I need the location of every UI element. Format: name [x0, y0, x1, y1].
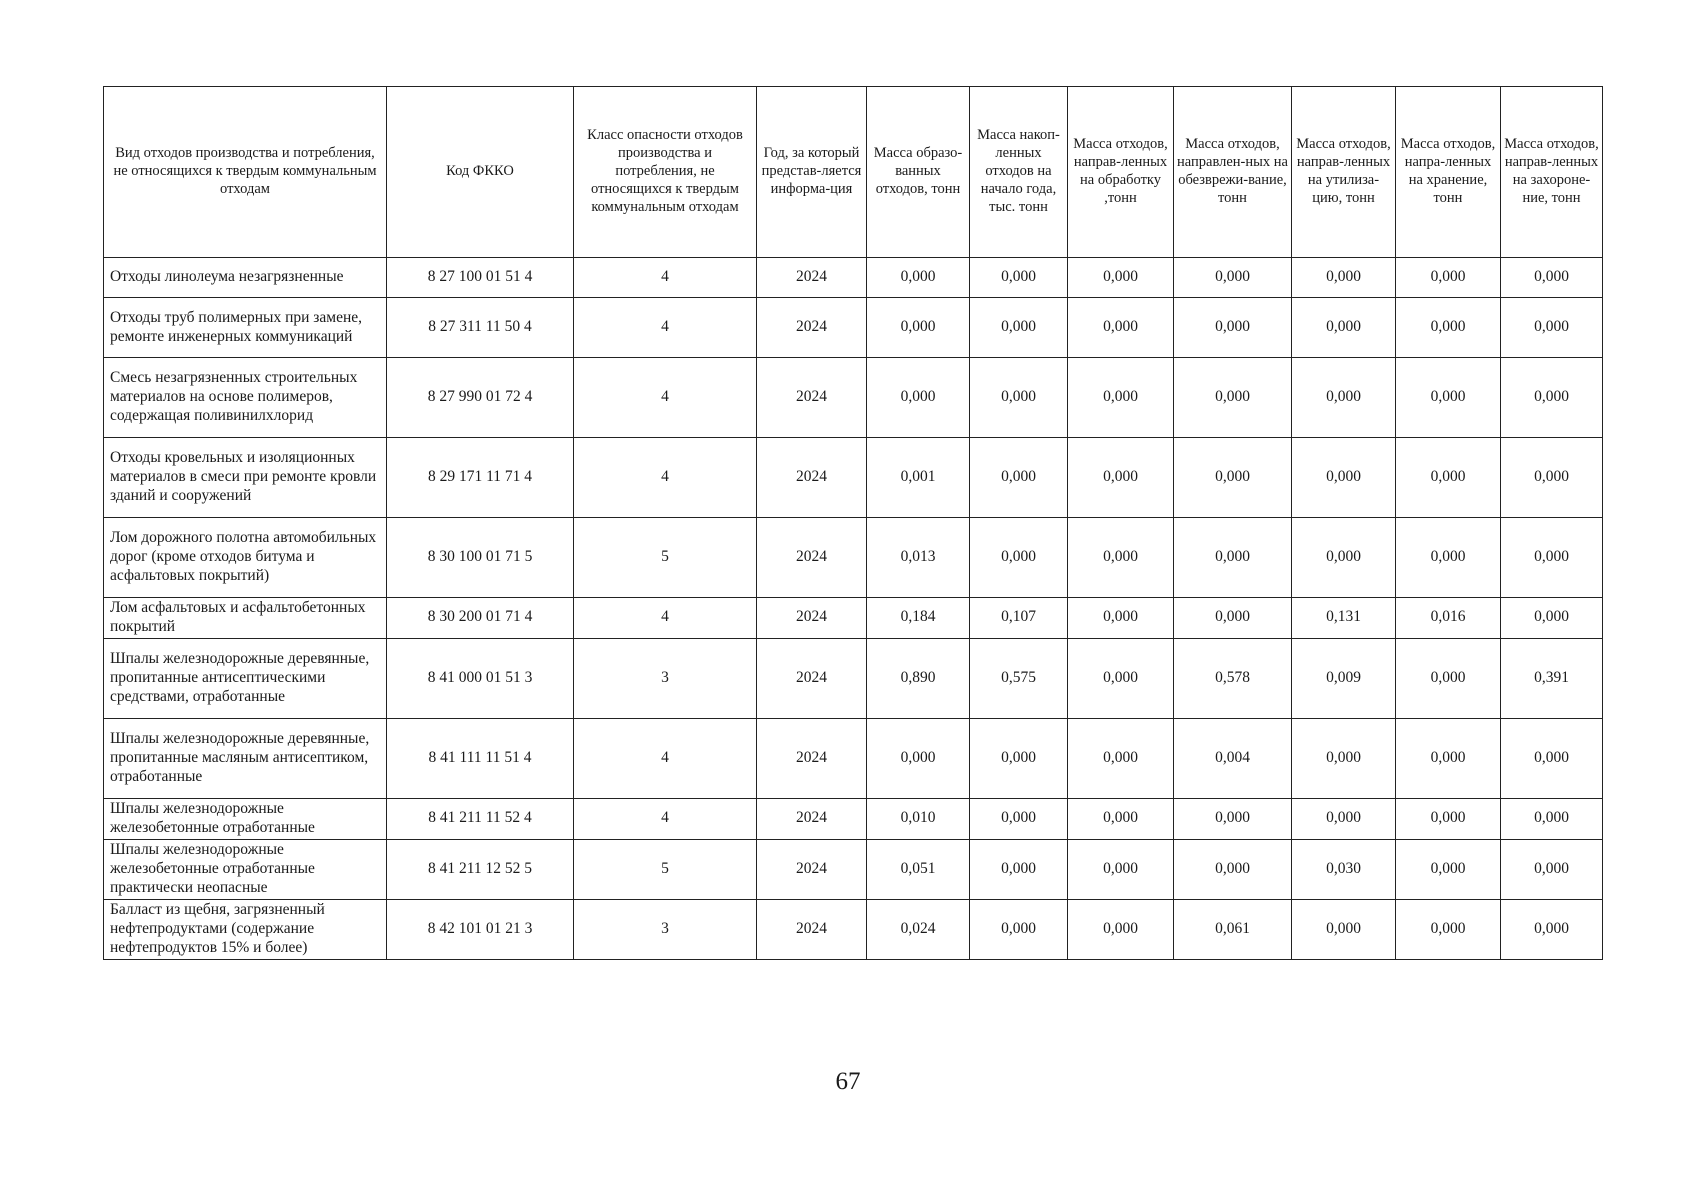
mass-generated-cell: 0,000 — [867, 298, 970, 358]
mass-storage-cell: 0,000 — [1396, 258, 1501, 298]
mass-disposal-cell: 0,000 — [1501, 839, 1603, 899]
mass-neutralization-cell: 0,004 — [1174, 718, 1292, 798]
mass-neutralization-cell: 0,000 — [1174, 358, 1292, 438]
mass-processing-cell: 0,000 — [1068, 518, 1174, 598]
mass-accumulated-cell: 0,107 — [970, 598, 1068, 639]
fkko-code-cell: 8 30 100 01 71 5 — [387, 518, 574, 598]
fkko-code-cell: 8 27 100 01 51 4 — [387, 258, 574, 298]
mass-utilization-cell: 0,000 — [1292, 438, 1396, 518]
mass-accumulated-cell: 0,000 — [970, 438, 1068, 518]
fkko-code-cell: 8 41 211 11 52 4 — [387, 798, 574, 839]
year-cell: 2024 — [757, 798, 867, 839]
header-mass-disposal: Масса отходов, направ-ленных на захороне-ние, тонн — [1501, 87, 1603, 258]
table-row — [104, 258, 1603, 298]
mass-disposal-cell: 0,000 — [1501, 258, 1603, 298]
hazard-class-cell: 4 — [574, 598, 757, 639]
mass-utilization-cell: 0,000 — [1292, 358, 1396, 438]
mass-accumulated-cell: 0,000 — [970, 839, 1068, 899]
hazard-class-cell: 4 — [574, 298, 757, 358]
waste-type-cell: Лом асфальтовых и асфальтобетонных покрытий — [104, 598, 387, 639]
mass-accumulated-cell: 0,000 — [970, 899, 1068, 959]
year-cell: 2024 — [757, 358, 867, 438]
mass-accumulated-cell: 0,000 — [970, 298, 1068, 358]
mass-processing-cell: 0,000 — [1068, 899, 1174, 959]
fkko-code-cell: 8 27 311 11 50 4 — [387, 298, 574, 358]
mass-accumulated-cell: 0,000 — [970, 798, 1068, 839]
year-cell: 2024 — [757, 718, 867, 798]
waste-type-cell: Лом дорожного полотна автомобильных дорог (кроме отходов битума и асфальтовых покрытий) — [104, 518, 387, 598]
mass-utilization-cell: 0,000 — [1292, 298, 1396, 358]
mass-processing-cell: 0,000 — [1068, 598, 1174, 639]
mass-generated-cell: 0,000 — [867, 258, 970, 298]
mass-disposal-cell: 0,391 — [1501, 638, 1603, 718]
mass-utilization-cell: 0,000 — [1292, 718, 1396, 798]
mass-utilization-cell: 0,000 — [1292, 798, 1396, 839]
table-row — [104, 518, 1603, 598]
mass-neutralization-cell: 0,000 — [1174, 598, 1292, 639]
mass-utilization-cell: 0,009 — [1292, 638, 1396, 718]
fkko-code-cell: 8 30 200 01 71 4 — [387, 598, 574, 639]
mass-generated-cell: 0,051 — [867, 839, 970, 899]
mass-accumulated-cell: 0,000 — [970, 718, 1068, 798]
table-row — [104, 358, 1603, 438]
hazard-class-cell: 5 — [574, 518, 757, 598]
hazard-class-cell: 4 — [574, 438, 757, 518]
fkko-code-cell: 8 41 211 12 52 5 — [387, 839, 574, 899]
mass-neutralization-cell: 0,000 — [1174, 518, 1292, 598]
mass-accumulated-cell: 0,000 — [970, 358, 1068, 438]
mass-utilization-cell: 0,000 — [1292, 518, 1396, 598]
table-row — [104, 798, 1603, 839]
fkko-code-cell: 8 27 990 01 72 4 — [387, 358, 574, 438]
mass-generated-cell: 0,000 — [867, 718, 970, 798]
header-mass-accumulated: Масса накоп-ленных отходов на начало года, тыс. тонн — [970, 87, 1068, 258]
year-cell: 2024 — [757, 899, 867, 959]
mass-storage-cell: 0,000 — [1396, 718, 1501, 798]
mass-generated-cell: 0,890 — [867, 638, 970, 718]
mass-neutralization-cell: 0,000 — [1174, 438, 1292, 518]
header-year: Год, за который представ-ляется информа-ция — [757, 87, 867, 258]
mass-neutralization-cell: 0,000 — [1174, 298, 1292, 358]
year-cell: 2024 — [757, 258, 867, 298]
header-mass-neutralization: Масса отходов, направлен-ных на обезврежи-вание, тонн — [1174, 87, 1292, 258]
table-header — [104, 87, 1603, 258]
mass-disposal-cell: 0,000 — [1501, 598, 1603, 639]
waste-type-cell: Смесь незагрязненных строительных материалов на основе полимеров, содержащая поливинилхлорид — [104, 358, 387, 438]
header-hazard-class: Класс опасности отходов производства и потребления, не относящихся к твердым коммунальным отходам — [574, 87, 757, 258]
table-row — [104, 899, 1603, 959]
mass-disposal-cell: 0,000 — [1501, 438, 1603, 518]
mass-processing-cell: 0,000 — [1068, 258, 1174, 298]
mass-storage-cell: 0,000 — [1396, 899, 1501, 959]
hazard-class-cell: 4 — [574, 718, 757, 798]
mass-neutralization-cell: 0,000 — [1174, 798, 1292, 839]
mass-accumulated-cell: 0,000 — [970, 258, 1068, 298]
mass-neutralization-cell: 0,578 — [1174, 638, 1292, 718]
fkko-code-cell: 8 29 171 11 71 4 — [387, 438, 574, 518]
table-row — [104, 438, 1603, 518]
mass-accumulated-cell: 0,000 — [970, 518, 1068, 598]
header-waste-type: Вид отходов производства и потребления, не относящихся к твердым коммунальным отходам — [104, 87, 387, 258]
mass-processing-cell: 0,000 — [1068, 798, 1174, 839]
table-row — [104, 598, 1603, 639]
table-row — [104, 298, 1603, 358]
mass-storage-cell: 0,016 — [1396, 598, 1501, 639]
mass-generated-cell: 0,024 — [867, 899, 970, 959]
mass-disposal-cell: 0,000 — [1501, 358, 1603, 438]
table-row — [104, 638, 1603, 718]
mass-neutralization-cell: 0,000 — [1174, 839, 1292, 899]
mass-neutralization-cell: 0,000 — [1174, 258, 1292, 298]
header-mass-storage: Масса отходов, напра-ленных на хранение, тонн — [1396, 87, 1501, 258]
mass-storage-cell: 0,000 — [1396, 839, 1501, 899]
mass-storage-cell: 0,000 — [1396, 358, 1501, 438]
waste-type-cell: Отходы труб полимерных при замене, ремонте инженерных коммуникаций — [104, 298, 387, 358]
year-cell: 2024 — [757, 298, 867, 358]
mass-utilization-cell: 0,000 — [1292, 258, 1396, 298]
mass-storage-cell: 0,000 — [1396, 298, 1501, 358]
waste-type-cell: Отходы линолеума незагрязненные — [104, 258, 387, 298]
hazard-class-cell: 4 — [574, 358, 757, 438]
waste-type-cell: Шпалы железнодорожные деревянные, пропитанные антисептическими средствами, отработанные — [104, 638, 387, 718]
mass-generated-cell: 0,013 — [867, 518, 970, 598]
waste-type-cell: Балласт из щебня, загрязненный нефтепродуктами (содержание нефтепродуктов 15% и более) — [104, 899, 387, 959]
mass-disposal-cell: 0,000 — [1501, 798, 1603, 839]
mass-storage-cell: 0,000 — [1396, 638, 1501, 718]
year-cell: 2024 — [757, 598, 867, 639]
mass-utilization-cell: 0,000 — [1292, 899, 1396, 959]
mass-disposal-cell: 0,000 — [1501, 899, 1603, 959]
mass-disposal-cell: 0,000 — [1501, 518, 1603, 598]
mass-storage-cell: 0,000 — [1396, 438, 1501, 518]
header-fkko-code: Код ФККО — [387, 87, 574, 258]
header-mass-utilization: Масса отходов, направ-ленных на утилиза-цию, тонн — [1292, 87, 1396, 258]
mass-neutralization-cell: 0,061 — [1174, 899, 1292, 959]
mass-processing-cell: 0,000 — [1068, 638, 1174, 718]
table-row — [104, 718, 1603, 798]
mass-storage-cell: 0,000 — [1396, 518, 1501, 598]
mass-generated-cell: 0,184 — [867, 598, 970, 639]
waste-type-cell: Шпалы железнодорожные деревянные, пропитанные масляным антисептиком, отработанные — [104, 718, 387, 798]
waste-type-cell: Шпалы железнодорожные железобетонные отработанные — [104, 798, 387, 839]
header-mass-processing: Масса отходов, направ-ленных на обработку ,тонн — [1068, 87, 1174, 258]
year-cell: 2024 — [757, 638, 867, 718]
fkko-code-cell: 8 41 111 11 51 4 — [387, 718, 574, 798]
mass-accumulated-cell: 0,575 — [970, 638, 1068, 718]
mass-generated-cell: 0,001 — [867, 438, 970, 518]
year-cell: 2024 — [757, 438, 867, 518]
mass-generated-cell: 0,010 — [867, 798, 970, 839]
header-row — [104, 87, 1603, 258]
waste-type-cell: Отходы кровельных и изоляционных материалов в смеси при ремонте кровли зданий и сооружений — [104, 438, 387, 518]
mass-processing-cell: 0,000 — [1068, 438, 1174, 518]
hazard-class-cell: 5 — [574, 839, 757, 899]
table-body — [104, 258, 1603, 960]
mass-storage-cell: 0,000 — [1396, 798, 1501, 839]
mass-disposal-cell: 0,000 — [1501, 298, 1603, 358]
mass-generated-cell: 0,000 — [867, 358, 970, 438]
hazard-class-cell: 4 — [574, 258, 757, 298]
header-mass-generated: Масса образо-ванных отходов, тонн — [867, 87, 970, 258]
mass-processing-cell: 0,000 — [1068, 718, 1174, 798]
mass-processing-cell: 0,000 — [1068, 839, 1174, 899]
fkko-code-cell: 8 41 000 01 51 3 — [387, 638, 574, 718]
mass-utilization-cell: 0,030 — [1292, 839, 1396, 899]
mass-processing-cell: 0,000 — [1068, 358, 1174, 438]
fkko-code-cell: 8 42 101 01 21 3 — [387, 899, 574, 959]
waste-type-cell: Шпалы железнодорожные железобетонные отработанные практически неопасные — [104, 839, 387, 899]
page-number: 67 — [835, 1068, 861, 1095]
hazard-class-cell: 4 — [574, 798, 757, 839]
mass-disposal-cell: 0,000 — [1501, 718, 1603, 798]
waste-table — [103, 86, 1603, 960]
year-cell: 2024 — [757, 518, 867, 598]
hazard-class-cell: 3 — [574, 638, 757, 718]
mass-processing-cell: 0,000 — [1068, 298, 1174, 358]
hazard-class-cell: 3 — [574, 899, 757, 959]
year-cell: 2024 — [757, 839, 867, 899]
mass-utilization-cell: 0,131 — [1292, 598, 1396, 639]
table-row — [104, 839, 1603, 899]
